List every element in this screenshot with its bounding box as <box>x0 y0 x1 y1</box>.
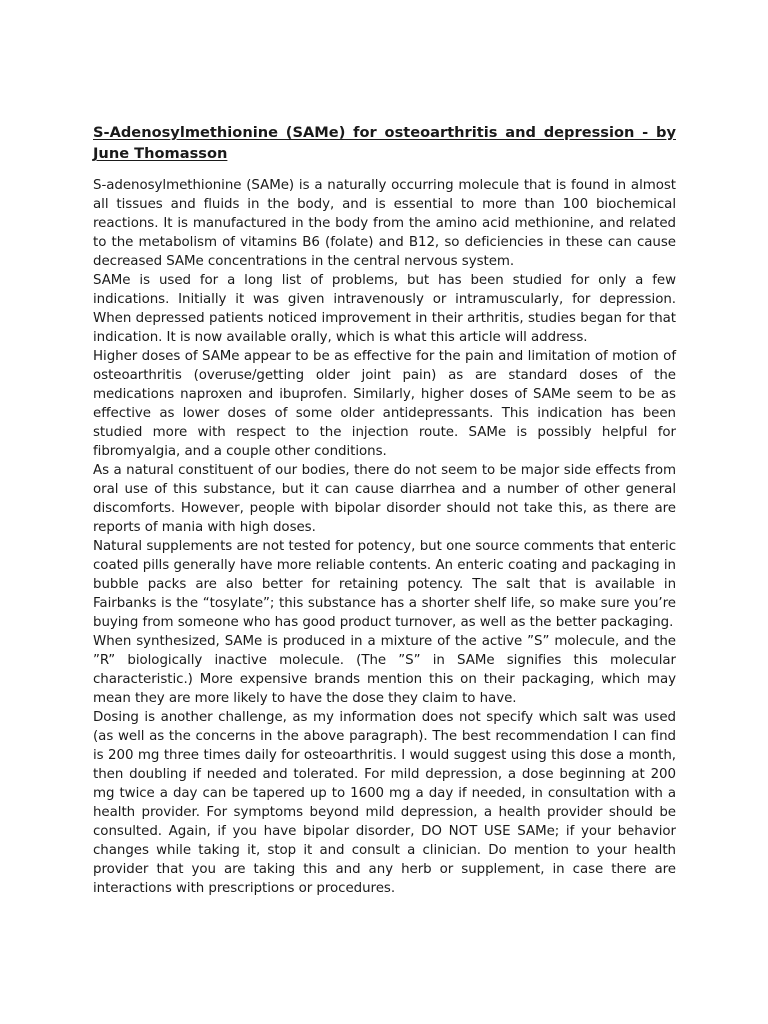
paragraph-side-effects: As a natural constituent of our bodies, there do not seem to be major side effects from oral use of this substance, but it can cause diarrhea and a number of other general discomforts. However, people with bipolar disorder should not take this, as there are reports of mania with high doses. <box>93 463 676 535</box>
paragraph-uses: SAMe is used for a long list of problems, but has been studied for only a few indications. Initially it was given intravenously or intramuscularly, for depression. When depressed patients noticed improvement in their arthritis, studies began for that indication. It is now available orally, which is what this article will address. <box>93 273 676 345</box>
document-title: S-Adenosylmethionine (SAMe) for osteoarthritis and depression - by June Thomasson <box>93 124 676 162</box>
document-body <box>93 176 676 898</box>
paragraph-intro: S-adenosylmethionine (SAMe) is a naturally occurring molecule that is found in almost all tissues and fluids in the body, and is essential to more than 100 biochemical reactions. It is manufactured in the body from the amino acid methionine, and related to the metabolism of vitamins B6 (folate) and B12, so deficiencies in these can cause decreased SAMe concentrations in the central nervous system. <box>93 178 676 269</box>
paragraph-effectiveness: Higher doses of SAMe appear to be as effective for the pain and limitation of motion of osteoarthritis (overuse/getting older joint pain) as are standard doses of the medications naproxen and ibuprofen. Similarly, higher doses of SAMe seem to be as effective as lower doses of some older antidepressants. This indication has been studied more with respect to the injection route. SAMe is possibly helpful for fibromyalgia, and a couple other conditions. <box>93 349 676 459</box>
paragraph-synthesis: When synthesized, SAMe is produced in a mixture of the active ”S” molecule, and the ”R” biologically inactive molecule. (The ”S” in SAMe signifies this molecular characteristic.) More expensive brands mention this on their packaging, which may mean they are more likely to have the dose they claim to have. <box>93 634 676 706</box>
paragraph-dosing: Dosing is another challenge, as my information does not specify which salt was used (as well as the concerns in the above paragraph). The best recommendation I can find is 200 mg three times daily for osteoarthritis. I would suggest using this dose a month, then doubling if needed and tolerated. For mild depression, a dose beginning at 200 mg twice a day can be tapered up to 1600 mg a day if needed, in consultation with a health provider. For symptoms beyond mild depression, a health provider should be consulted. Again, if you have bipolar disorder, DO NOT USE SAMe; if your behavior changes while taking it, stop it and consult a clinician. Do mention to your health provider that you are taking this and any herb or supplement, in case there are interactions with prescriptions or procedures. <box>93 710 676 896</box>
paragraph-potency: Natural supplements are not tested for potency, but one source comments that enteric coated pills generally have more reliable contents. An enteric coating and packaging in bubble packs are also better for retaining potency. The salt that is available in Fairbanks is the “tosylate”; this substance has a shorter shelf life, so make sure you’re buying from someone who has good product turnover, as well as the better packaging. <box>93 539 676 630</box>
